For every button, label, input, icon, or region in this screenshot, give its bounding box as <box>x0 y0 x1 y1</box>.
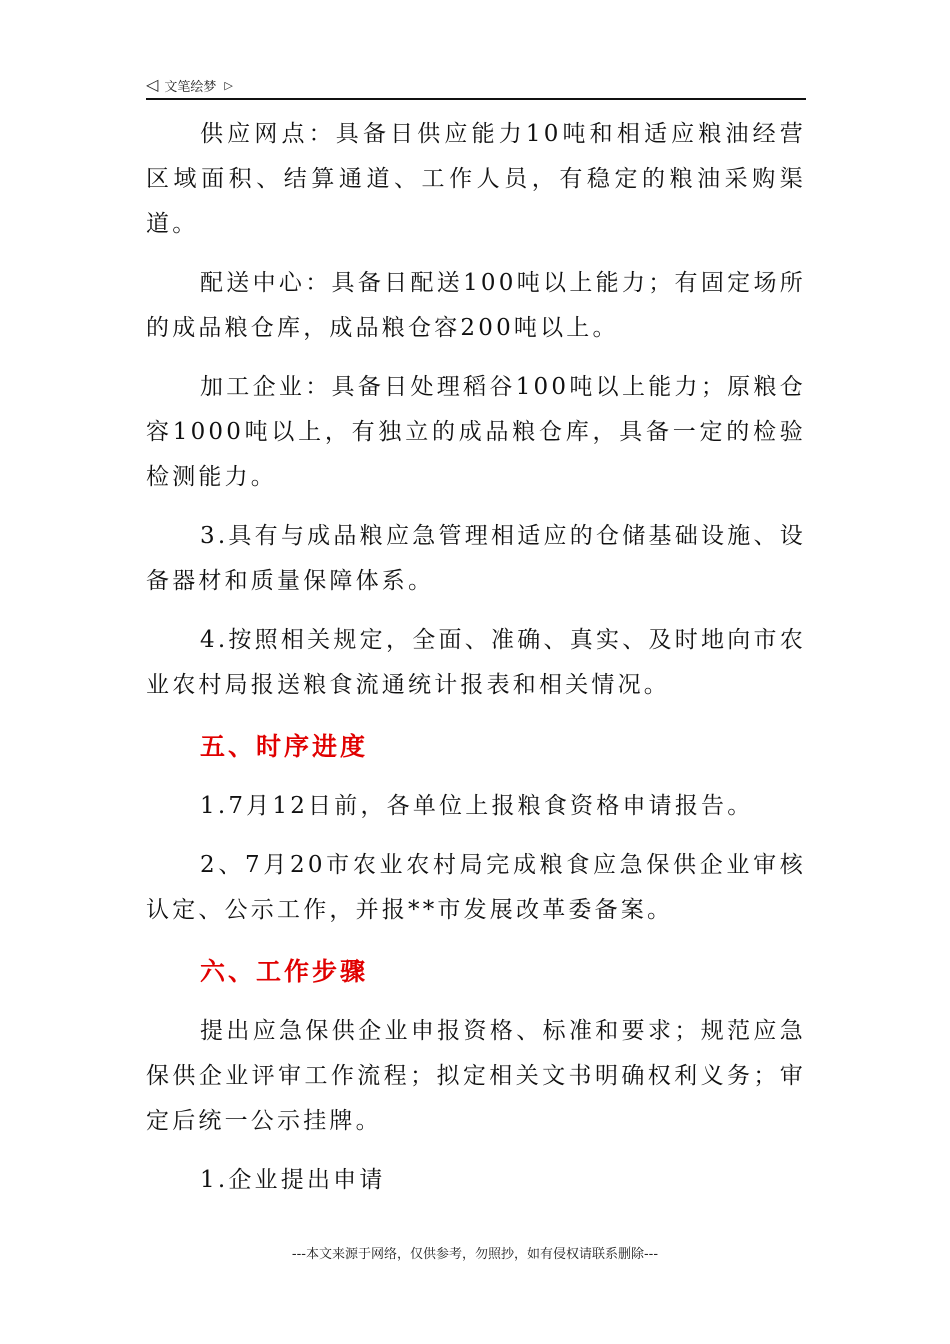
paragraph-schedule-2: 2、7月20市农业农村局完成粮食应急保供企业审核认定、公示工作，并报**市发展改革委备案。 <box>146 852 806 923</box>
section-heading-schedule: 五、时序进度 <box>200 732 369 761</box>
paragraph-steps-1: 1.企业提出申请 <box>200 1167 386 1193</box>
triangle-left-icon: ◁ <box>146 75 159 94</box>
paragraph-processing-enterprise: 加工企业：具备日处理稻谷100吨以上能力；原粮仓容1000吨以上，有独立的成品粮仓库，具备一定的检验检测能力。 <box>146 374 806 490</box>
page-header <box>146 72 806 98</box>
footer-disclaimer: ---本文来源于网络，仅供参考，勿照抄，如有侵权请联系删除--- <box>291 1247 659 1262</box>
paragraph-steps-intro: 提出应急保供企业申报资格、标准和要求；规范应急保供企业评审工作流程；拟定相关文书明确权利义务；审定后统一公示挂牌。 <box>146 1018 806 1134</box>
section-heading-steps: 六、工作步骤 <box>200 957 369 986</box>
paragraph-schedule-1: 1.7月12日前，各单位上报粮食资格申请报告。 <box>200 793 754 819</box>
paragraph-distribution-center: 配送中心：具备日配送100吨以上能力；有固定场所的成品粮仓库，成品粮仓容200吨以上。 <box>146 270 806 341</box>
triangle-right-icon: ▷ <box>224 78 233 92</box>
paragraph-item-4: 4.按照相关规定，全面、准确、真实、及时地向市农业农村局报送粮食流通统计报表和相关情况。 <box>146 627 806 698</box>
document-body <box>146 112 806 1217</box>
paragraph-item-3: 3.具有与成品粮应急管理相适应的仓储基础设施、设备器材和质量保障体系。 <box>146 523 806 594</box>
header-brand: 文笔绘梦 <box>164 79 217 95</box>
paragraph-supply-point: 供应网点：具备日供应能力10吨和相适应粮油经营区域面积、结算通道、工作人员，有稳定的粮油采购渠道。 <box>146 121 806 237</box>
header-divider <box>146 98 806 100</box>
